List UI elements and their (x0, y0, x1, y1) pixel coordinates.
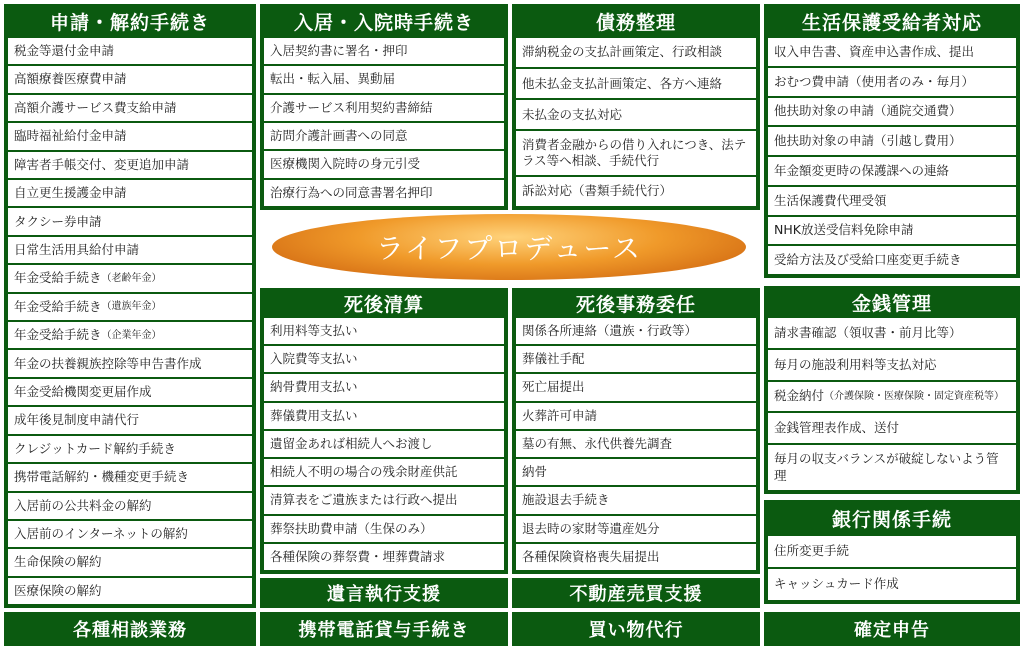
list-item: 受給方法及び受給口座変更手続き (768, 246, 1016, 274)
list-item: 火葬許可申請 (516, 403, 756, 431)
list-item: 収入申告書、資産申込書作成、提出 (768, 38, 1016, 68)
list-item: 高額介護サービス費支給申請 (8, 95, 252, 123)
list-item: 税金納付 （介護保険・医療保険・固定資産税等） (768, 382, 1016, 414)
list-item: 生活保護費代理受領 (768, 187, 1016, 217)
item-list (768, 318, 1016, 490)
item-note: （遺族年金） (101, 301, 162, 313)
panel-title: 銀行関係手続 (831, 508, 952, 531)
list-item: 転出・転入届、異動届 (264, 66, 504, 94)
list-item: 年金受給手続き （老齢年金） (8, 265, 252, 293)
panel-bank-procedures (764, 500, 1020, 604)
list-item: NHK放送受信料免除申請 (768, 217, 1016, 247)
panel-title: 死後清算 (343, 293, 424, 316)
list-item: 年金額変更時の保護課への連絡 (768, 157, 1016, 187)
list-item: 住所変更手続 (768, 536, 1016, 569)
item-note: （介護保険・医療保険・固定資産税等） (824, 391, 1005, 403)
list-item: 毎月の施設利用料等支払対応 (768, 350, 1016, 382)
panel-title: 金銭管理 (851, 292, 932, 315)
list-item: 各種保険資格喪失届提出 (516, 544, 756, 570)
list-item: 利用料等支払い (264, 318, 504, 346)
panel-posthumous-settlement (260, 288, 508, 574)
list-item: 入居前のインターネットの解約 (8, 521, 252, 549)
item-list (516, 38, 756, 206)
bar-tax-return: 確定申告 (764, 612, 1020, 646)
list-item: 年金の扶養親族控除等申告書作成 (8, 350, 252, 378)
list-item: 消費者金融からの借り入れにつき、法テラス等へ相談、手続代行 (516, 131, 756, 177)
list-item: 施設退去手続き (516, 487, 756, 515)
panel-debt-settlement (512, 4, 760, 210)
panel-title: 生活保護受給者対応 (801, 11, 982, 34)
panel-title: 入居・入院時手続き (293, 11, 474, 34)
list-item: 関係各所連絡（遺族・行政等） (516, 318, 756, 346)
list-item: 入居契約書に署名・押印 (264, 38, 504, 66)
item-list (264, 38, 504, 206)
list-item: 納骨費用支払い (264, 374, 504, 402)
panel-title: 死後事務委任 (575, 293, 696, 316)
list-item: 医療機関入院時の身元引受 (264, 151, 504, 179)
list-item: 各種保険の葬祭費・埋葬費請求 (264, 544, 504, 570)
bar-real-estate: 不動産売買支援 (512, 578, 760, 608)
list-item: 相続人不明の場合の残余財産供託 (264, 459, 504, 487)
list-item: 滞納税金の支払計画策定、行政相談 (516, 38, 756, 69)
panel-welfare-recipient-support (764, 4, 1020, 278)
list-item: クレジットカード解約手続き (8, 436, 252, 464)
list-item: キャッシュカード作成 (768, 569, 1016, 600)
list-item: 金銭管理表作成、送付 (768, 413, 1016, 445)
list-item: 他扶助対象の申請（引越し費用） (768, 127, 1016, 157)
item-list (768, 38, 1016, 274)
list-item: 他扶助対象の申請（通院交通費） (768, 98, 1016, 128)
list-item: 遺留金あれば相続人へお渡し (264, 431, 504, 459)
list-item: 高額療養医療費申請 (8, 66, 252, 94)
list-item: 入居前の公共料金の解約 (8, 493, 252, 521)
list-item: 年金受給手続き （遺族年金） (8, 294, 252, 322)
list-item: 葬儀社手配 (516, 346, 756, 374)
list-item: 清算表をご遺族または行政へ提出 (264, 487, 504, 515)
list-item: 自立更生援護金申請 (8, 180, 252, 208)
list-item: 年金受給機関変更届作成 (8, 379, 252, 407)
list-item: 訴訟対応（書類手続代行） (516, 177, 756, 206)
list-item: 葬祭扶助費申請（生保のみ） (264, 516, 504, 544)
list-item: 毎月の収支バランスが破綻しないよう管理 (768, 445, 1016, 490)
panel-money-management (764, 286, 1020, 494)
list-item: 請求書確認（領収書・前月比等） (768, 318, 1016, 350)
list-item: 墓の有無、永代供養先調査 (516, 431, 756, 459)
item-list (516, 318, 756, 570)
list-item: 入院費等支払い (264, 346, 504, 374)
list-item: 年金受給手続き （企業年金） (8, 322, 252, 350)
item-list (768, 536, 1016, 600)
list-item: 他未払金支払計画策定、各方へ連絡 (516, 69, 756, 100)
list-item: タクシー券申請 (8, 208, 252, 236)
list-item: おむつ費申請（使用者のみ・毎月） (768, 68, 1016, 98)
item-list (264, 318, 504, 570)
life-produce-oval: ライフプロデュース (272, 214, 746, 280)
list-item: 死亡届提出 (516, 374, 756, 402)
list-item: 退去時の家財等遺産処分 (516, 516, 756, 544)
list-item: 税金等還付金申請 (8, 38, 252, 66)
list-item: 治療行為への同意書署名押印 (264, 180, 504, 206)
list-item: 納骨 (516, 459, 756, 487)
list-item: 携帯電話解約・機種変更手続き (8, 464, 252, 492)
panel-title: 債務整理 (595, 11, 676, 34)
list-item: 障害者手帳交付、変更追加申請 (8, 152, 252, 180)
panel-application-cancellation (4, 4, 256, 608)
list-item: 生命保険の解約 (8, 549, 252, 577)
list-item: 医療保険の解約 (8, 578, 252, 604)
bar-various-consultation: 各種相談業務 (4, 612, 256, 646)
list-item: 日常生活用具給付申請 (8, 237, 252, 265)
item-list (8, 38, 252, 604)
list-item: 未払金の支払対応 (516, 100, 756, 131)
bar-will-execution: 遺言執行支援 (260, 578, 508, 608)
list-item: 葬儀費用支払い (264, 403, 504, 431)
panel-admission-procedures (260, 4, 508, 210)
item-note: （企業年金） (101, 329, 162, 341)
list-item: 臨時福祉給付金申請 (8, 123, 252, 151)
list-item: 訪問介護計画書への同意 (264, 123, 504, 151)
panel-title: 申請・解約手続き (49, 11, 210, 34)
list-item: 成年後見制度申請代行 (8, 407, 252, 435)
item-note: （老齢年金） (101, 272, 162, 284)
panel-posthumous-affairs (512, 288, 760, 574)
list-item: 介護サービス利用契約書締結 (264, 95, 504, 123)
bar-shopping-agent: 買い物代行 (512, 612, 760, 646)
bar-mobile-loan: 携帯電話貸与手続き (260, 612, 508, 646)
